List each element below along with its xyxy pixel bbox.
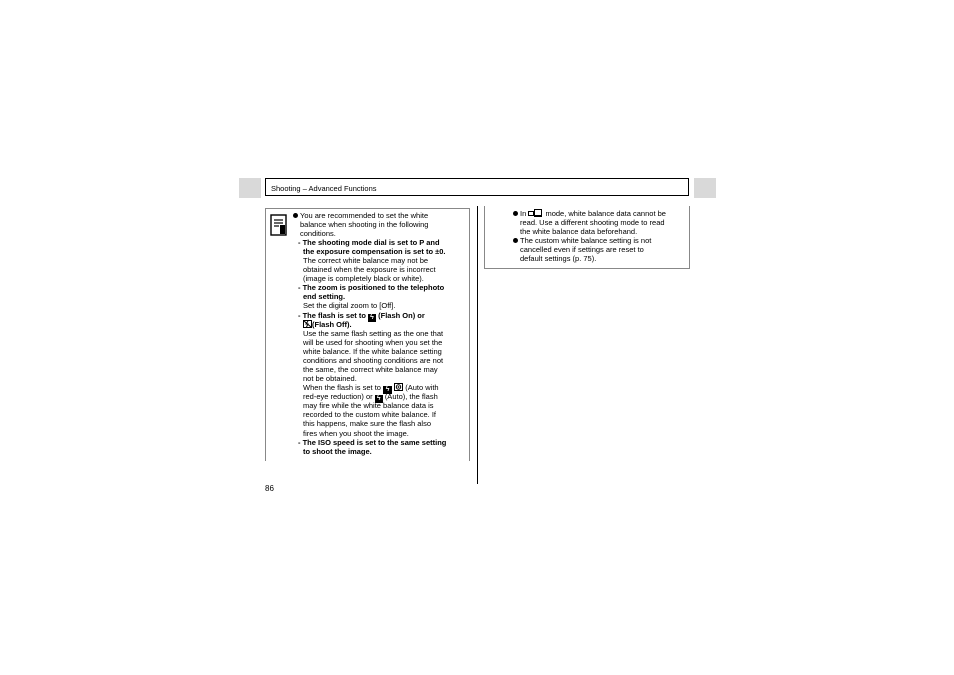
note-line: read. Use a different shooting mode to read <box>520 218 665 227</box>
condition-text: (image is completely black or white). <box>303 274 424 283</box>
condition-text-part: red-eye reduction) or <box>303 392 373 401</box>
condition-text: white balance. If the white balance setting <box>303 347 442 356</box>
memo-icon <box>270 214 288 236</box>
condition-heading: to shoot the image. <box>303 447 372 456</box>
note-line: default settings (p. 75). <box>520 254 597 263</box>
condition-heading: the exposure compensation is set to ±0. <box>303 247 446 256</box>
intro-line: balance when shooting in the following <box>300 220 429 229</box>
intro-line: You are recommended to set the white <box>300 211 429 220</box>
note-line: cancelled even if settings are reset to <box>520 245 644 254</box>
bullet-dot <box>293 213 298 218</box>
section-title: Shooting – Advanced Functions <box>271 184 377 193</box>
page-number: 86 <box>265 484 274 493</box>
condition-text: this happens, make sure the flash also <box>303 419 431 428</box>
condition-heading-part: (Flash On) or <box>378 311 425 320</box>
flash-off-icon <box>303 320 312 328</box>
note-text-part: In <box>520 209 527 218</box>
section-header <box>265 178 689 196</box>
condition-text-part: (Auto), the flash <box>384 392 438 401</box>
condition-text-part: (Auto with <box>405 383 439 392</box>
flash-auto-icon: ϟ <box>383 386 392 394</box>
flash-auto-icon: ϟ <box>375 395 383 403</box>
note-text-part: mode, white balance data cannot be <box>545 209 666 218</box>
condition-text: The correct white balance may not be <box>303 256 429 265</box>
condition-heading: end setting. <box>303 292 346 301</box>
condition-text: the same, the correct white balance may <box>303 365 438 374</box>
note-line-stitch <box>520 209 666 218</box>
condition-text: recorded to the custom white balance. If <box>303 410 436 419</box>
condition-text: Set the digital zoom to [Off]. <box>303 301 396 310</box>
bullet-dot <box>513 238 518 243</box>
condition-text: conditions and shooting conditions are not <box>303 356 444 365</box>
intro-line: conditions. <box>300 229 336 238</box>
section-tab-right <box>694 178 716 198</box>
condition-text: fires when you shoot the image. <box>303 429 409 438</box>
condition-text: not be obtained. <box>303 374 357 383</box>
condition-heading-part: - The flash is set to <box>298 311 366 320</box>
condition-text-part: When the flash is set to <box>303 383 381 392</box>
flash-on-icon: ϟ <box>368 314 376 322</box>
condition-heading: - The ISO speed is set to the same setting <box>298 438 447 447</box>
condition-text: Use the same flash setting as the one that <box>303 329 444 338</box>
condition-text: will be used for shooting when you set the <box>303 338 443 347</box>
note-line: The custom white balance setting is not <box>520 236 652 245</box>
stitch-assist-icon <box>528 209 543 217</box>
red-eye-icon <box>394 383 403 391</box>
condition-text: may fire while the white balance data is <box>303 401 434 410</box>
condition-heading: - The zoom is positioned to the telephoto <box>298 283 445 292</box>
condition-heading: - The shooting mode dial is set to P and <box>298 238 440 247</box>
condition-text: obtained when the exposure is incorrect <box>303 265 436 274</box>
note-line: the white balance data beforehand. <box>520 227 638 236</box>
condition-heading-flash-off <box>303 320 352 329</box>
section-tab-left <box>239 178 261 198</box>
column-divider <box>477 206 478 484</box>
bullet-dot <box>513 211 518 216</box>
condition-heading-part: (Flash Off). <box>312 320 352 329</box>
